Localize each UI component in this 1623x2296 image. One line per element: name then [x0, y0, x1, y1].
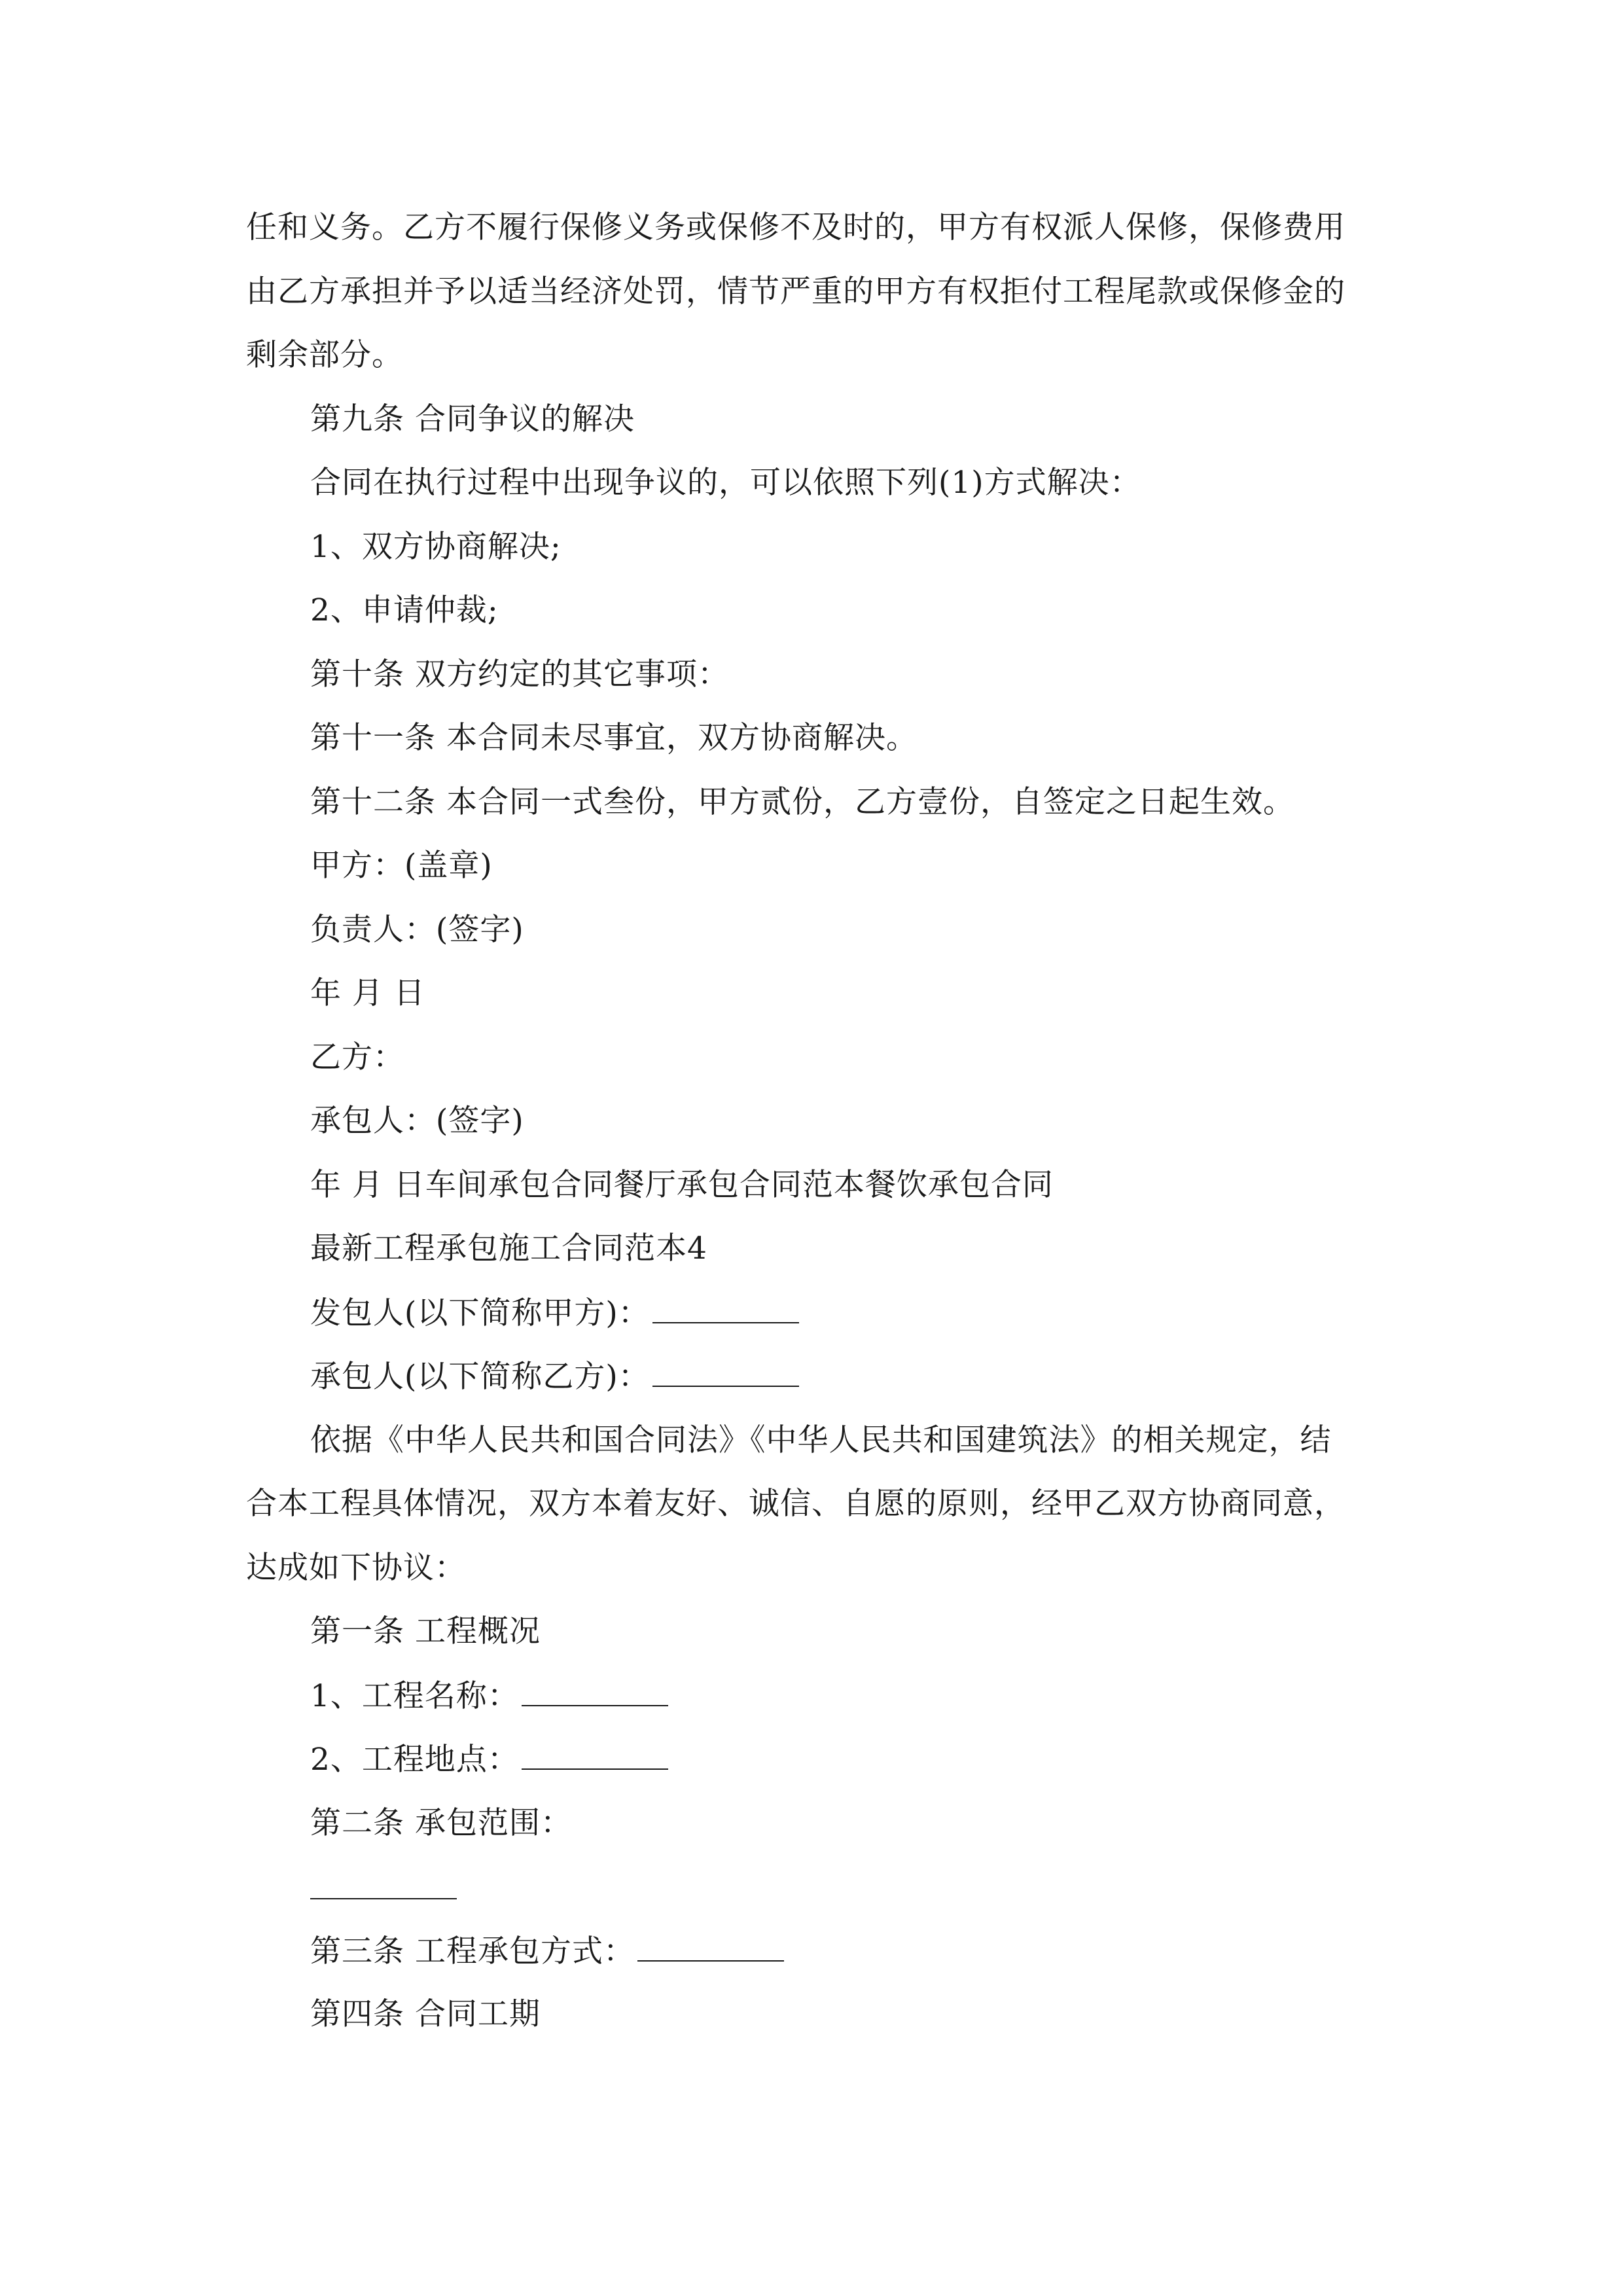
text-line: 剩余部分。 [246, 337, 403, 373]
article-heading: 第九条 合同争议的解决 [310, 401, 635, 437]
signature-line: 乙方： [310, 1039, 404, 1075]
section-title: 最新工程承包施工合同范本4 [310, 1230, 707, 1266]
signature-line: 负责人：(签字) [310, 912, 524, 948]
blank-underline [522, 1740, 668, 1770]
field-label: 承包人(以下简称乙方)： [310, 1359, 650, 1395]
field-line [310, 1931, 784, 1971]
signature-line: 甲方：(盖章) [310, 848, 493, 884]
field-label: 1、工程名称： [310, 1678, 519, 1714]
date-line: 年 月 日车间承包合同餐厅承包合同范本餐饮承包合同 [310, 1167, 1054, 1203]
field-line [310, 1740, 668, 1780]
text-line: 由乙方承担并予以适当经济处罚，情节严重的甲方有权拒付工程尾款或保修金的 [246, 274, 1346, 310]
blank-underline [310, 1897, 457, 1899]
blank-underline [652, 1357, 799, 1387]
blank-underline [522, 1676, 668, 1706]
article-heading: 第一条 工程概况 [310, 1613, 541, 1649]
article-heading: 第十条 双方约定的其它事项： [310, 656, 729, 692]
article-heading: 第四条 合同工期 [310, 1996, 541, 2032]
text-line: 任和义务。乙方不履行保修义务或保修不及时的，甲方有权派人保修，保修费用 [246, 209, 1346, 245]
list-item: 2、申请仲裁; [310, 592, 499, 628]
text-line: 依据《中华人民共和国合同法》《中华人民共和国建筑法》的相关规定，结 [310, 1422, 1332, 1458]
blank-underline [637, 1931, 784, 1962]
date-line: 年 月 日 [310, 975, 425, 1011]
field-line [310, 1357, 799, 1397]
field-line [310, 1676, 668, 1716]
article-heading: 第二条 承包范围： [310, 1805, 572, 1841]
article-heading: 第十二条 本合同一式叁份，甲方贰份，乙方壹份，自签定之日起生效。 [310, 784, 1294, 820]
blank-underline [652, 1293, 799, 1323]
field-line [310, 1293, 799, 1333]
text-line: 达成如下协议： [246, 1550, 466, 1586]
text-line: 合本工程具体情况，双方本着友好、诚信、自愿的原则，经甲乙双方协商同意， [246, 1486, 1346, 1522]
field-label: 第三条 工程承包方式： [310, 1933, 635, 1969]
field-label: 发包人(以下简称甲方)： [310, 1295, 650, 1331]
list-item: 1、双方协商解决; [310, 529, 562, 565]
article-heading: 第十一条 本合同未尽事宜，双方协商解决。 [310, 720, 918, 756]
text-line: 合同在执行过程中出现争议的，可以依照下列(1)方式解决： [310, 465, 1141, 501]
signature-line: 承包人：(签字) [310, 1103, 524, 1139]
field-label: 2、工程地点： [310, 1742, 519, 1778]
